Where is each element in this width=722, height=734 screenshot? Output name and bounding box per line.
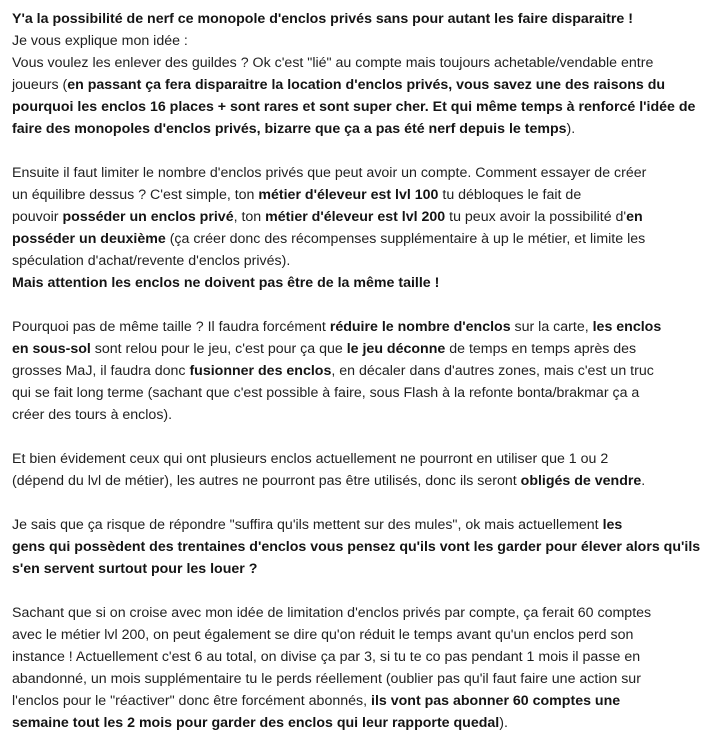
- text-run: créer des tours à enclos).: [12, 407, 173, 423]
- text-run: abandonné, un mois supplémentaire tu le perds réellement (oublier pas qu'il faut faire une action sur: [12, 671, 641, 687]
- text-line: [12, 316, 712, 338]
- bold-text: en passant ça fera disparaitre la location d'enclos privés, vous savez une des raisons du: [67, 77, 666, 93]
- text-run: , ton: [233, 209, 266, 225]
- text-run: joueurs (: [12, 77, 68, 93]
- text-run: qui se fait long terme (sachant que c'est possible à faire, sous Flash à la refonte bonta/brakmar ça a: [12, 385, 640, 401]
- text-line: [12, 646, 712, 668]
- bold-text: en sous-sol: [12, 341, 91, 357]
- text-run: grosses MaJ, il faudra donc: [12, 363, 190, 379]
- paragraph: [12, 514, 712, 580]
- bold-text: posséder un enclos privé: [62, 209, 234, 225]
- text-line: [12, 448, 712, 470]
- bold-text: Mais attention les enclos ne doivent pas être de la même taille !: [12, 275, 440, 291]
- text-run: ).: [566, 121, 576, 137]
- text-line: [12, 206, 712, 228]
- text-line: [12, 668, 712, 690]
- bold-text: en: [626, 209, 643, 225]
- text-line: [12, 470, 712, 492]
- text-run: un équilibre dessus ? C'est simple, ton: [12, 187, 259, 203]
- bold-text: pourquoi les enclos 16 places + sont rares et sont super cher. Et qui même temps à renforcé l'idée de: [12, 99, 696, 115]
- text-line: [12, 8, 712, 30]
- text-line: [12, 162, 712, 184]
- bold-text: réduire le nombre d'enclos: [329, 319, 511, 335]
- paragraph: [12, 162, 712, 294]
- bold-text: Y'a la possibilité de nerf ce monopole d'enclos privés sans pour autant les faire disparaitre !: [12, 11, 633, 27]
- text-run: , en décaler dans d'autres zones, mais c'est un truc: [331, 363, 654, 379]
- text-line: [12, 250, 712, 272]
- paragraph: [12, 8, 712, 140]
- bold-text: s'en servent surtout pour les louer ?: [12, 561, 258, 577]
- bold-text: les: [602, 517, 623, 533]
- text-run: Ensuite il faut limiter le nombre d'enclos privés que peut avoir un compte. Comment essayer de créer: [12, 165, 647, 181]
- paragraph: [12, 602, 712, 734]
- text-run: tu débloques le fait de: [438, 187, 582, 203]
- text-line: [12, 404, 712, 426]
- text-run: Sachant que si on croise avec mon idée de limitation d'enclos privés par compte, ça ferait 60 comptes: [12, 605, 652, 621]
- text-line: [12, 96, 712, 118]
- text-line: [12, 118, 712, 140]
- text-run: ).: [499, 715, 508, 731]
- text-line: [12, 360, 712, 382]
- text-run: (dépend du lvl de métier), les autres ne pourront pas être utilisés, donc ils seront: [12, 473, 521, 489]
- bold-text: métier d'éleveur est lvl 100: [258, 187, 439, 203]
- bold-text: ils vont pas abonner 60 comptes une: [371, 693, 621, 709]
- text-run: avec le métier lvl 200, on peut également se dire qu'on réduit le temps avant qu'un enclos perd son: [12, 627, 634, 643]
- bold-text: obligés de vendre: [520, 473, 642, 489]
- text-line: [12, 30, 712, 52]
- text-run: (ça créer donc des récompenses supplémentaire à up le métier, et limite les: [165, 231, 646, 247]
- text-line: [12, 52, 712, 74]
- bold-text: les enclos: [592, 319, 662, 335]
- text-run: de temps en temps après des: [445, 341, 637, 357]
- bold-text: semaine tout les 2 mois pour garder des enclos qui leur rapporte quedal: [12, 715, 500, 731]
- paragraph: [12, 316, 712, 426]
- text-run: .: [641, 473, 646, 489]
- text-run: Et bien évidement ceux qui ont plusieurs enclos actuellement ne pourront en utiliser que 1 ou 2: [12, 451, 609, 467]
- text-line: [12, 338, 712, 360]
- text-run: pouvoir: [12, 209, 63, 225]
- text-run: Je vous explique mon idée :: [12, 33, 188, 49]
- text-run: l'enclos pour le "réactiver" donc être forcément abonnés,: [12, 693, 371, 709]
- text-line: [12, 184, 712, 206]
- text-line: [12, 228, 712, 250]
- text-line: [12, 74, 712, 96]
- bold-text: gens qui possèdent des trentaines d'enclos vous pensez qu'ils vont les garder pour élever alors qu'ils: [12, 539, 701, 555]
- text-run: tu peux avoir la possibilité d': [445, 209, 627, 225]
- text-line: [12, 602, 712, 624]
- text-line: [12, 558, 712, 580]
- text-run: instance ! Actuellement c'est 6 au total, on divise ça par 3, si tu te co pas pendant 1 mois il passe en: [12, 649, 641, 665]
- text-run: Vous voulez les enlever des guildes ? Ok c'est "lié" au compte mais toujours achetable/vendable entre: [12, 55, 654, 71]
- text-run: Pourquoi pas de même taille ? Il faudra forcément: [12, 319, 330, 335]
- text-run: spéculation d'achat/revente d'enclos privés).: [12, 253, 291, 269]
- text-run: sur la carte,: [510, 319, 593, 335]
- bold-text: fusionner des enclos: [189, 363, 332, 379]
- text-line: [12, 624, 712, 646]
- text-line: [12, 272, 712, 294]
- text-line: [12, 382, 712, 404]
- bold-text: le jeu déconne: [346, 341, 446, 357]
- text-line: [12, 514, 712, 536]
- text-line: [12, 690, 712, 712]
- bold-text: posséder un deuxième: [12, 231, 166, 247]
- text-run: Je sais que ça risque de répondre "suffira qu'ils mettent sur des mules", ok mais actuellement: [12, 517, 603, 533]
- bold-text: métier d'éleveur est lvl 200: [265, 209, 446, 225]
- text-line: [12, 536, 712, 558]
- text-run: sont relou pour le jeu, c'est pour ça que: [90, 341, 347, 357]
- text-line: [12, 712, 712, 734]
- bold-text: faire des monopoles d'enclos privés, bizarre que ça a pas été nerf depuis le temps: [12, 121, 567, 137]
- paragraph: [12, 448, 712, 492]
